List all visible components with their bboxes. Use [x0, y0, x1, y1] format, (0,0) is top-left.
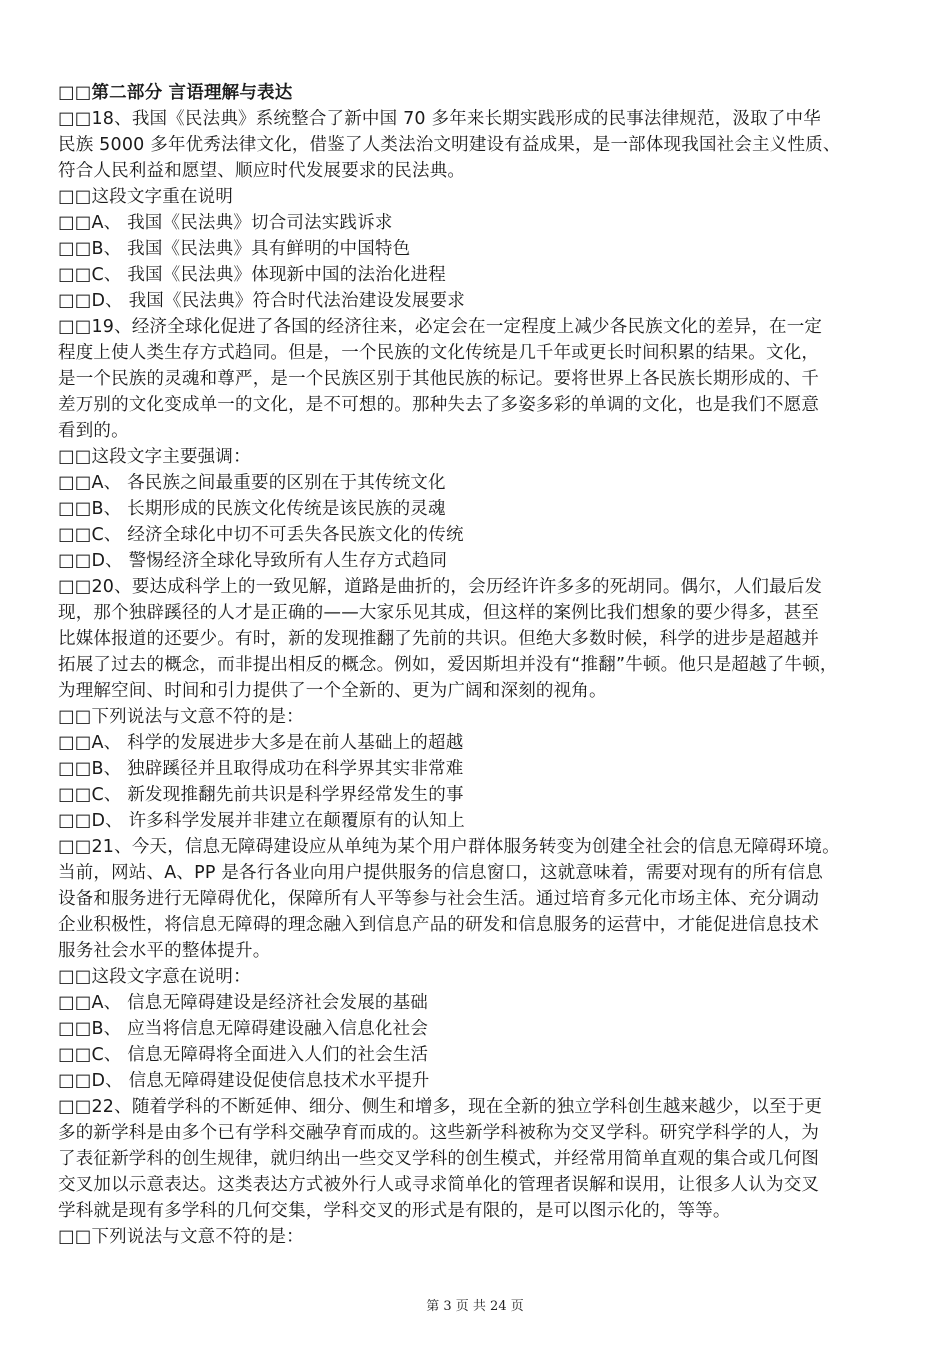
- q19-stem-line-4: 差万别的文化变成单一的文化，是不可想的。那种失去了多姿多彩的单调的文化，也是我们不愿意: [58, 395, 820, 415]
- q21-stem-line-1: □□21、今天，信息无障碍建设应从单纯为某个用户群体服务转变为创建全社会的信息无障碍环境。: [58, 837, 840, 857]
- q20-prompt: □□下列说法与文意不符的是：: [58, 707, 304, 727]
- section-title: □□第二部分 言语理解与表达: [58, 83, 293, 103]
- q18-option-b: □□B、 我国《民法典》具有鲜明的中国特色: [58, 239, 411, 259]
- q22-stem-line-4: 交叉加以示意表达。这类表达方式被外行人或寻求简单化的管理者误解和误用，让很多人认为交叉: [58, 1175, 820, 1195]
- q19-stem-line-5: 看到的。: [58, 421, 129, 441]
- q19-option-c: □□C、 经济全球化中切不可丢失各民族文化的传统: [58, 525, 464, 545]
- q21-option-b: □□B、 应当将信息无障碍建设融入信息化社会: [58, 1019, 429, 1039]
- q20-stem-line-3: 比媒体报道的还要少。有时，新的发现推翻了先前的共识。但绝大多数时候，科学的进步是超越并: [58, 629, 820, 649]
- q19-option-b: □□B、 长期形成的民族文化传统是该民族的灵魂: [58, 499, 446, 519]
- q20-option-b: □□B、 独辟蹊径并且取得成功在科学界其实非常难: [58, 759, 464, 779]
- q18-stem-line-3: 符合人民利益和愿望、顺应时代发展要求的民法典。: [58, 161, 466, 181]
- q22-stem-line-3: 了表征新学科的创生规律，就归纳出一些交叉学科的创生模式，并经常用简单直观的集合或几何图: [58, 1149, 820, 1169]
- q21-stem-line-2: 当前，网站、A、PP 是各行各业向用户提供服务的信息窗口，这就意味着，需要对现有的所有信息: [58, 863, 824, 883]
- q20-option-d: □□D、 许多科学发展并非建立在颠覆原有的认知上: [58, 811, 465, 831]
- q18-option-c: □□C、 我国《民法典》体现新中国的法治化进程: [58, 265, 446, 285]
- q19-stem-line-2: 程度上使人类生存方式趋同。但是，一个民族的文化传统是几千年或更长时间积累的结果。文化，: [58, 343, 820, 363]
- q19-stem-line-1: □□19、经济全球化促进了各国的经济往来，必定会在一定程度上减少各民族文化的差异，在一定: [58, 317, 823, 337]
- q21-option-c: □□C、 信息无障碍将全面进入人们的社会生活: [58, 1045, 429, 1065]
- q20-option-a: □□A、 科学的发展进步大多是在前人基础上的超越: [58, 733, 464, 753]
- q21-stem-line-4: 企业积极性，将信息无障碍的理念融入到信息产品的研发和信息服务的运营中，才能促进信息技术: [58, 915, 820, 935]
- q19-option-d: □□D、 警惕经济全球化导致所有人生存方式趋同: [58, 551, 448, 571]
- page-footer: 第 3 页 共 24 页: [426, 1299, 524, 1314]
- q18-option-a: □□A、 我国《民法典》切合司法实践诉求: [58, 213, 393, 233]
- q19-prompt: □□这段文字主要强调：: [58, 447, 251, 467]
- q20-stem-line-5: 为理解空间、时间和引力提供了一个全新的、更为广阔和深刻的视角。: [58, 681, 607, 701]
- q21-option-a: □□A、 信息无障碍建设是经济社会发展的基础: [58, 993, 429, 1013]
- q18-stem-line-1: □□18、我国《民法典》系统整合了新中国 70 多年来长期实践形成的民事法律规范，汲取了中华: [58, 109, 821, 129]
- document-page: [58, 80, 894, 1250]
- q20-stem-line-2: 现，那个独辟蹊径的人才是正确的——大家乐见其成，但这样的案例比我们想象的要少得多，甚至: [58, 603, 820, 623]
- q19-option-a: □□A、 各民族之间最重要的区别在于其传统文化: [58, 473, 446, 493]
- q18-option-d: □□D、 我国《民法典》符合时代法治建设发展要求: [58, 291, 465, 311]
- q18-prompt: □□这段文字重在说明: [58, 187, 234, 207]
- q21-stem-line-5: 服务社会水平的整体提升。: [58, 941, 271, 961]
- q22-stem-line-2: 多的新学科是由多个已有学科交融孕育而成的。这些新学科被称为交叉学科。研究学科学的人，为: [58, 1123, 820, 1143]
- q22-prompt: □□下列说法与文意不符的是：: [58, 1227, 304, 1247]
- q21-option-d: □□D、 信息无障碍建设促使信息技术水平提升: [58, 1071, 430, 1091]
- q20-stem-line-1: □□20、要达成科学上的一致见解，道路是曲折的，会历经许许多多的死胡同。偶尔，人们最后发: [58, 577, 823, 597]
- q22-stem-line-1: □□22、随着学科的不断延伸、细分、侧生和增多，现在全新的独立学科创生越来越少，以至于更: [58, 1097, 823, 1117]
- q20-option-c: □□C、 新发现推翻先前共识是科学界经常发生的事: [58, 785, 464, 805]
- q21-prompt: □□这段文字意在说明：: [58, 967, 251, 987]
- q22-stem-line-5: 学科就是现有多学科的几何交集，学科交叉的形式是有限的，是可以图示化的，等等。: [58, 1201, 731, 1221]
- q21-stem-line-3: 设备和服务进行无障碍优化，保障所有人平等参与社会生活。通过培育多元化市场主体、充分调动: [58, 889, 820, 909]
- q19-stem-line-3: 是一个民族的灵魂和尊严，是一个民族区别于其他民族的标记。要将世界上各民族长期形成的、千: [58, 369, 820, 389]
- q18-stem-line-2: 民族 5000 多年优秀法律文化，借鉴了人类法治文明建设有益成果，是一部体现我国社会主义性质、: [58, 135, 841, 155]
- q20-stem-line-4: 拓展了过去的概念，而非提出相反的概念。例如，爱因斯坦并没有“推翻”牛顿。他只是超越了牛顿，: [58, 655, 838, 675]
